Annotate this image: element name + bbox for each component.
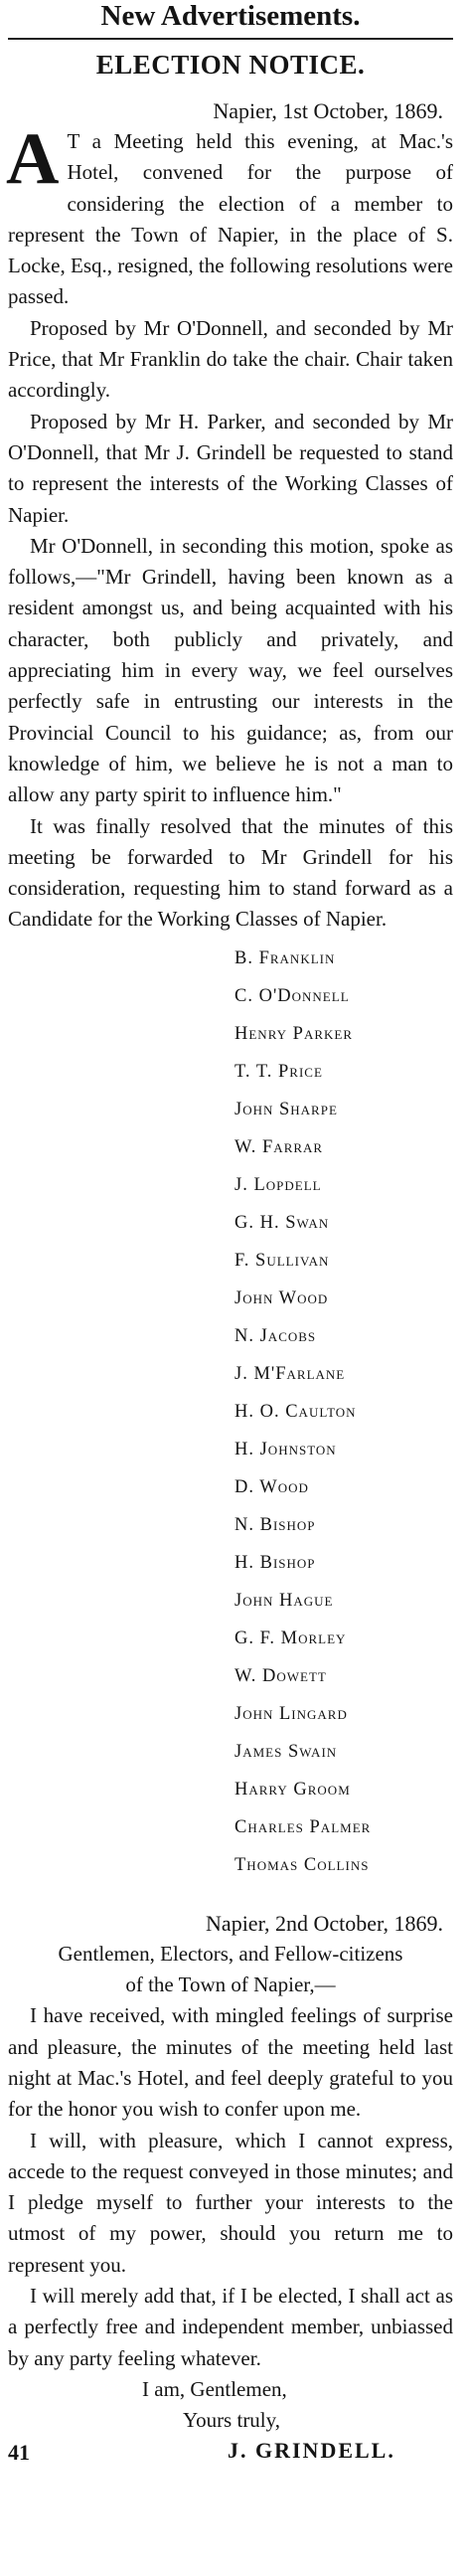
signature: J. GRINDELL. xyxy=(228,2437,395,2463)
drop-cap-letter: A xyxy=(6,118,60,200)
resolution-candidate-paragraph: Proposed by Mr H. Parker, and seconded by Mr O'Donnell, that Mr J. Grindell be requested to stand to represent the interests of the Working Classes of Napier. xyxy=(8,409,453,527)
signatory-name: H. Johnston xyxy=(234,1439,337,1460)
second-dateline: Napier, 2nd October, 1869. xyxy=(206,1910,443,1936)
section-spacer xyxy=(8,1884,453,1908)
final-resolution-paragraph: It was finally resolved that the minutes of this meeting be forwarded to Mr Grindell for his consideration, requesting him to stand forward as a Candidate for the Working Classes of Napier. xyxy=(8,813,453,932)
salutation-line: Gentlemen, Electors, and Fellow-citizens xyxy=(58,1941,403,1966)
letter-paragraph: I have received, with mingled feelings of surprise and pleasure, the minutes of the meeting held last night at Mac.'s Hotel, and feel deeply grateful to you for the honor you wish to confer upon me. xyxy=(8,2003,453,2122)
signatory-name: John Hague xyxy=(234,1590,334,1611)
signatory-name: John Lingard xyxy=(234,1703,348,1724)
signatory-name: Harry Groom xyxy=(234,1779,351,1800)
signatory-name: Henry Parker xyxy=(234,1023,354,1044)
signatory-name: G. F. Morley xyxy=(234,1628,347,1648)
reference-number: 41 xyxy=(8,2439,30,2465)
signatory-name: John Sharpe xyxy=(234,1099,338,1119)
resolution-chair-paragraph: Proposed by Mr O'Donnell, and seconded by Mr Price, that Mr Franklin do take the chair. Chair taken accordingly. xyxy=(8,315,453,403)
heading-divider xyxy=(8,38,453,40)
signatory-name: G. H. Swan xyxy=(234,1212,330,1233)
signatory-name: F. Sullivan xyxy=(234,1250,330,1271)
notice-title: ELECTION NOTICE. xyxy=(95,50,366,80)
signatory-name: H. O. Caulton xyxy=(234,1401,357,1422)
signatory-name: C. O'Donnell xyxy=(234,985,350,1006)
opening-paragraph xyxy=(6,118,453,313)
signatory-name: Thomas Collins xyxy=(234,1854,370,1875)
section-heading: New Advertisements. xyxy=(100,0,361,32)
salutation-line: of the Town of Napier,— xyxy=(125,1973,336,1997)
signatory-name: B. Franklin xyxy=(234,947,336,968)
signatory-name: D. Wood xyxy=(234,1476,309,1497)
signatory-name: H. Bishop xyxy=(234,1552,316,1573)
seconding-speech-paragraph: Mr O'Donnell, in seconding this motion, spoke as follows,—"Mr Grindell, having been known as a resident amongst us, and being acquainted with his character, both publicly and privately, and appreciating him in every way, we feel ourselves perfectly safe in entrusting our interests in the Provincial Council to his guidance; as, from our knowledge of him, we believe he is not a man to allow any party spirit to influence him." xyxy=(8,533,453,807)
signatory-name: N. Bishop xyxy=(234,1514,316,1535)
signatory-name: John Wood xyxy=(234,1288,329,1308)
signatory-name: T. T. Price xyxy=(234,1061,323,1082)
signatory-name: James Swain xyxy=(234,1741,338,1762)
signatory-name: Charles Palmer xyxy=(234,1816,372,1837)
closing-line: Yours truly, xyxy=(183,2407,281,2432)
signatory-name: N. Jacobs xyxy=(234,1325,317,1346)
signatories-list xyxy=(8,940,453,1884)
letter-paragraph: I will, with pleasure, which I cannot express, accede to the request conveyed in those minutes; and I pledge myself to further your interests to the utmost of my power, should you return me to represent you. xyxy=(8,2128,453,2277)
signatory-name: J. Lopdell xyxy=(234,1174,322,1195)
signatory-name: J. M'Farlane xyxy=(234,1363,346,1384)
signatory-name: W. Farrar xyxy=(234,1136,324,1157)
footer xyxy=(8,2438,453,2472)
signatory-name: W. Dowett xyxy=(234,1665,327,1686)
first-dateline: Napier, 1st October, 1869. xyxy=(213,98,443,123)
letter-paragraph: I will merely add that, if I be elected, I shall act as a perfectly free and independent member, unbiassed by any party feeling whatever. xyxy=(8,2283,453,2370)
opening-paragraph-text: T a Meeting held this evening, at Mac.'s Hotel, convened for the purpose of considering the election of a member to represent the Town of Napier, in the place of S. Locke, Esq., resigned, the following resolutions were passed. xyxy=(8,129,453,309)
closing-line: I am, Gentlemen, xyxy=(142,2376,287,2401)
